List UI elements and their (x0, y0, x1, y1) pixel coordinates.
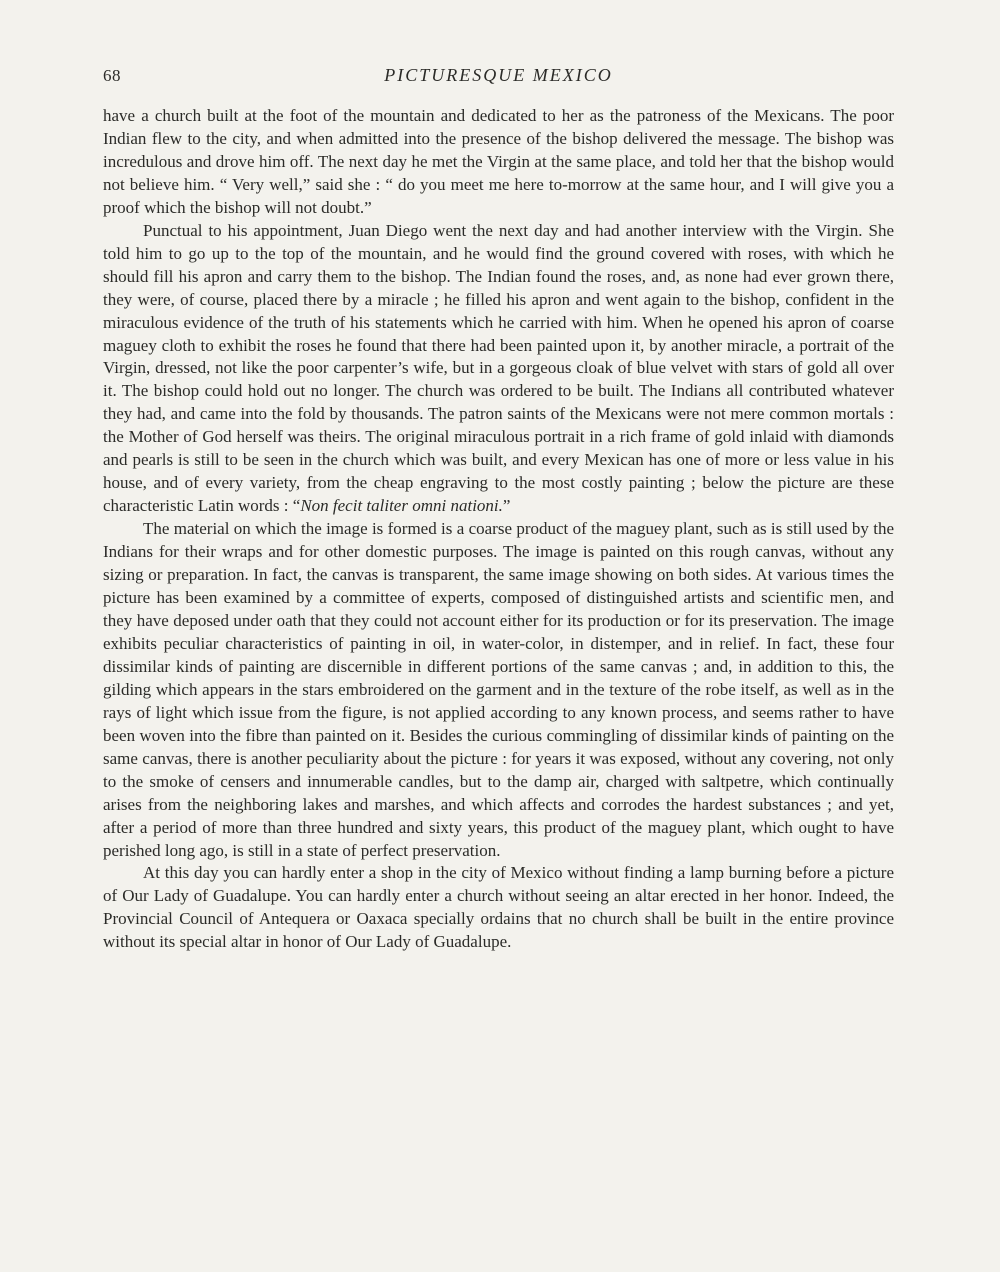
running-title: PICTURESQUE MEXICO (384, 65, 613, 85)
paragraph: The material on which the image is formed is a coarse product of the maguey plant, such as is still used by the Indians for their wraps and for other domestic purposes. The image is painted on this rough canvas, without any sizing or preparation. In fact, the canvas is transparent, the same image showing on both sides. At various times the picture has been examined by a committee of experts, composed of distinguished artists and scientific men, and they have deposed under oath that they could not account either for its production or for its preservation. The image exhibits peculiar characteristics of painting in oil, in water-color, in distemper, and in relief. In fact, these four dissimilar kinds of painting are discernible in different portions of the same canvas ; and, in addition to this, the gilding which appears in the stars embroidered on the garment and in the texture of the robe itself, as well as in the rays of light which issue from the figure, is not applied according to any known process, and seems rather to have been woven into the fibre than painted on it. Besides the curious commingling of dissimilar kinds of painting on the same canvas, there is another peculiarity about the picture : for years it was exposed, without any covering, not only to the smoke of censers and innumerable candles, but to the damp air, charged with saltpetre, which continually arises from the neighboring lakes and marshes, and which affects and corrodes the hardest substances ; and yet, after a period of more than three hundred and sixty years, this product of the maguey plant, which ought to have perished long ago, is still in a state of perfect preservation. (103, 519, 894, 860)
paragraph-text: Punctual to his appointment, Juan Diego went the next day and had another interview with the Virgin. She told him to go up to the top of the mountain, and he would find the ground covered with roses, with which he should fill his apron and carry them to the bishop. The Indian found the roses, and, as none had ever grown there, they were, of course, placed there by a miracle ; he filled his apron and went again to the bishop, confident in the miraculous evidence of the truth of his statements which he carried with him. When he opened his apron of coarse maguey cloth to exhibit the roses he found that there had been painted upon it, by another miracle, a portrait of the Virgin, dressed, not like the poor carpenter’s wife, but in a gorgeous cloak of blue velvet with stars of gold all over it. The bishop could hold out no longer. The church was ordered to be built. The Indians all contributed whatever they had, and came into the fold by thousands. The patron saints of the Mexicans were not mere common mortals : the Mother of God herself was theirs. The original miraculous portrait in a rich frame of gold inlaid with diamonds and pearls is still to be seen in the church which was built, and every Mexican has one of more or less value in his house, and of every variety, from the cheap engraving to the most costly painting ; below the picture are these characteristic Latin words : (103, 220, 894, 516)
paragraph (103, 220, 894, 518)
paragraph: At this day you can hardly enter a shop in the city of Mexico without finding a lamp burning before a picture of Our Lady of Guadalupe. You can hardly enter a church without seeing an altar erected in her honor. Indeed, the Provincial Council of Antequera or Oaxaca specially ordains that no church shall be built in the entire province without its special altar in honor of Our Lady of Guadalupe. (103, 863, 894, 952)
body-text (103, 105, 894, 954)
quote-close: ” (502, 496, 511, 516)
page-number: 68 (103, 66, 121, 85)
latin-quotation: Non fecit taliter omni nationi. (300, 496, 503, 516)
paragraph-continued: have a church built at the foot of the mountain and dedicated to her as the patroness of the Mexicans. The poor Indian flew to the city, and when admitted into the presence of the bishop delivered the message. The bishop was incredulous and drove him off. The next day he met the Virgin at the same place, and told her that the bishop would not believe him. “ Very well,” said she : “ do you meet me here to-morrow at the same hour, and I will give you a proof which the bishop will not doubt.” (103, 106, 894, 217)
quote-open: “ (292, 496, 301, 516)
running-head (103, 66, 894, 88)
